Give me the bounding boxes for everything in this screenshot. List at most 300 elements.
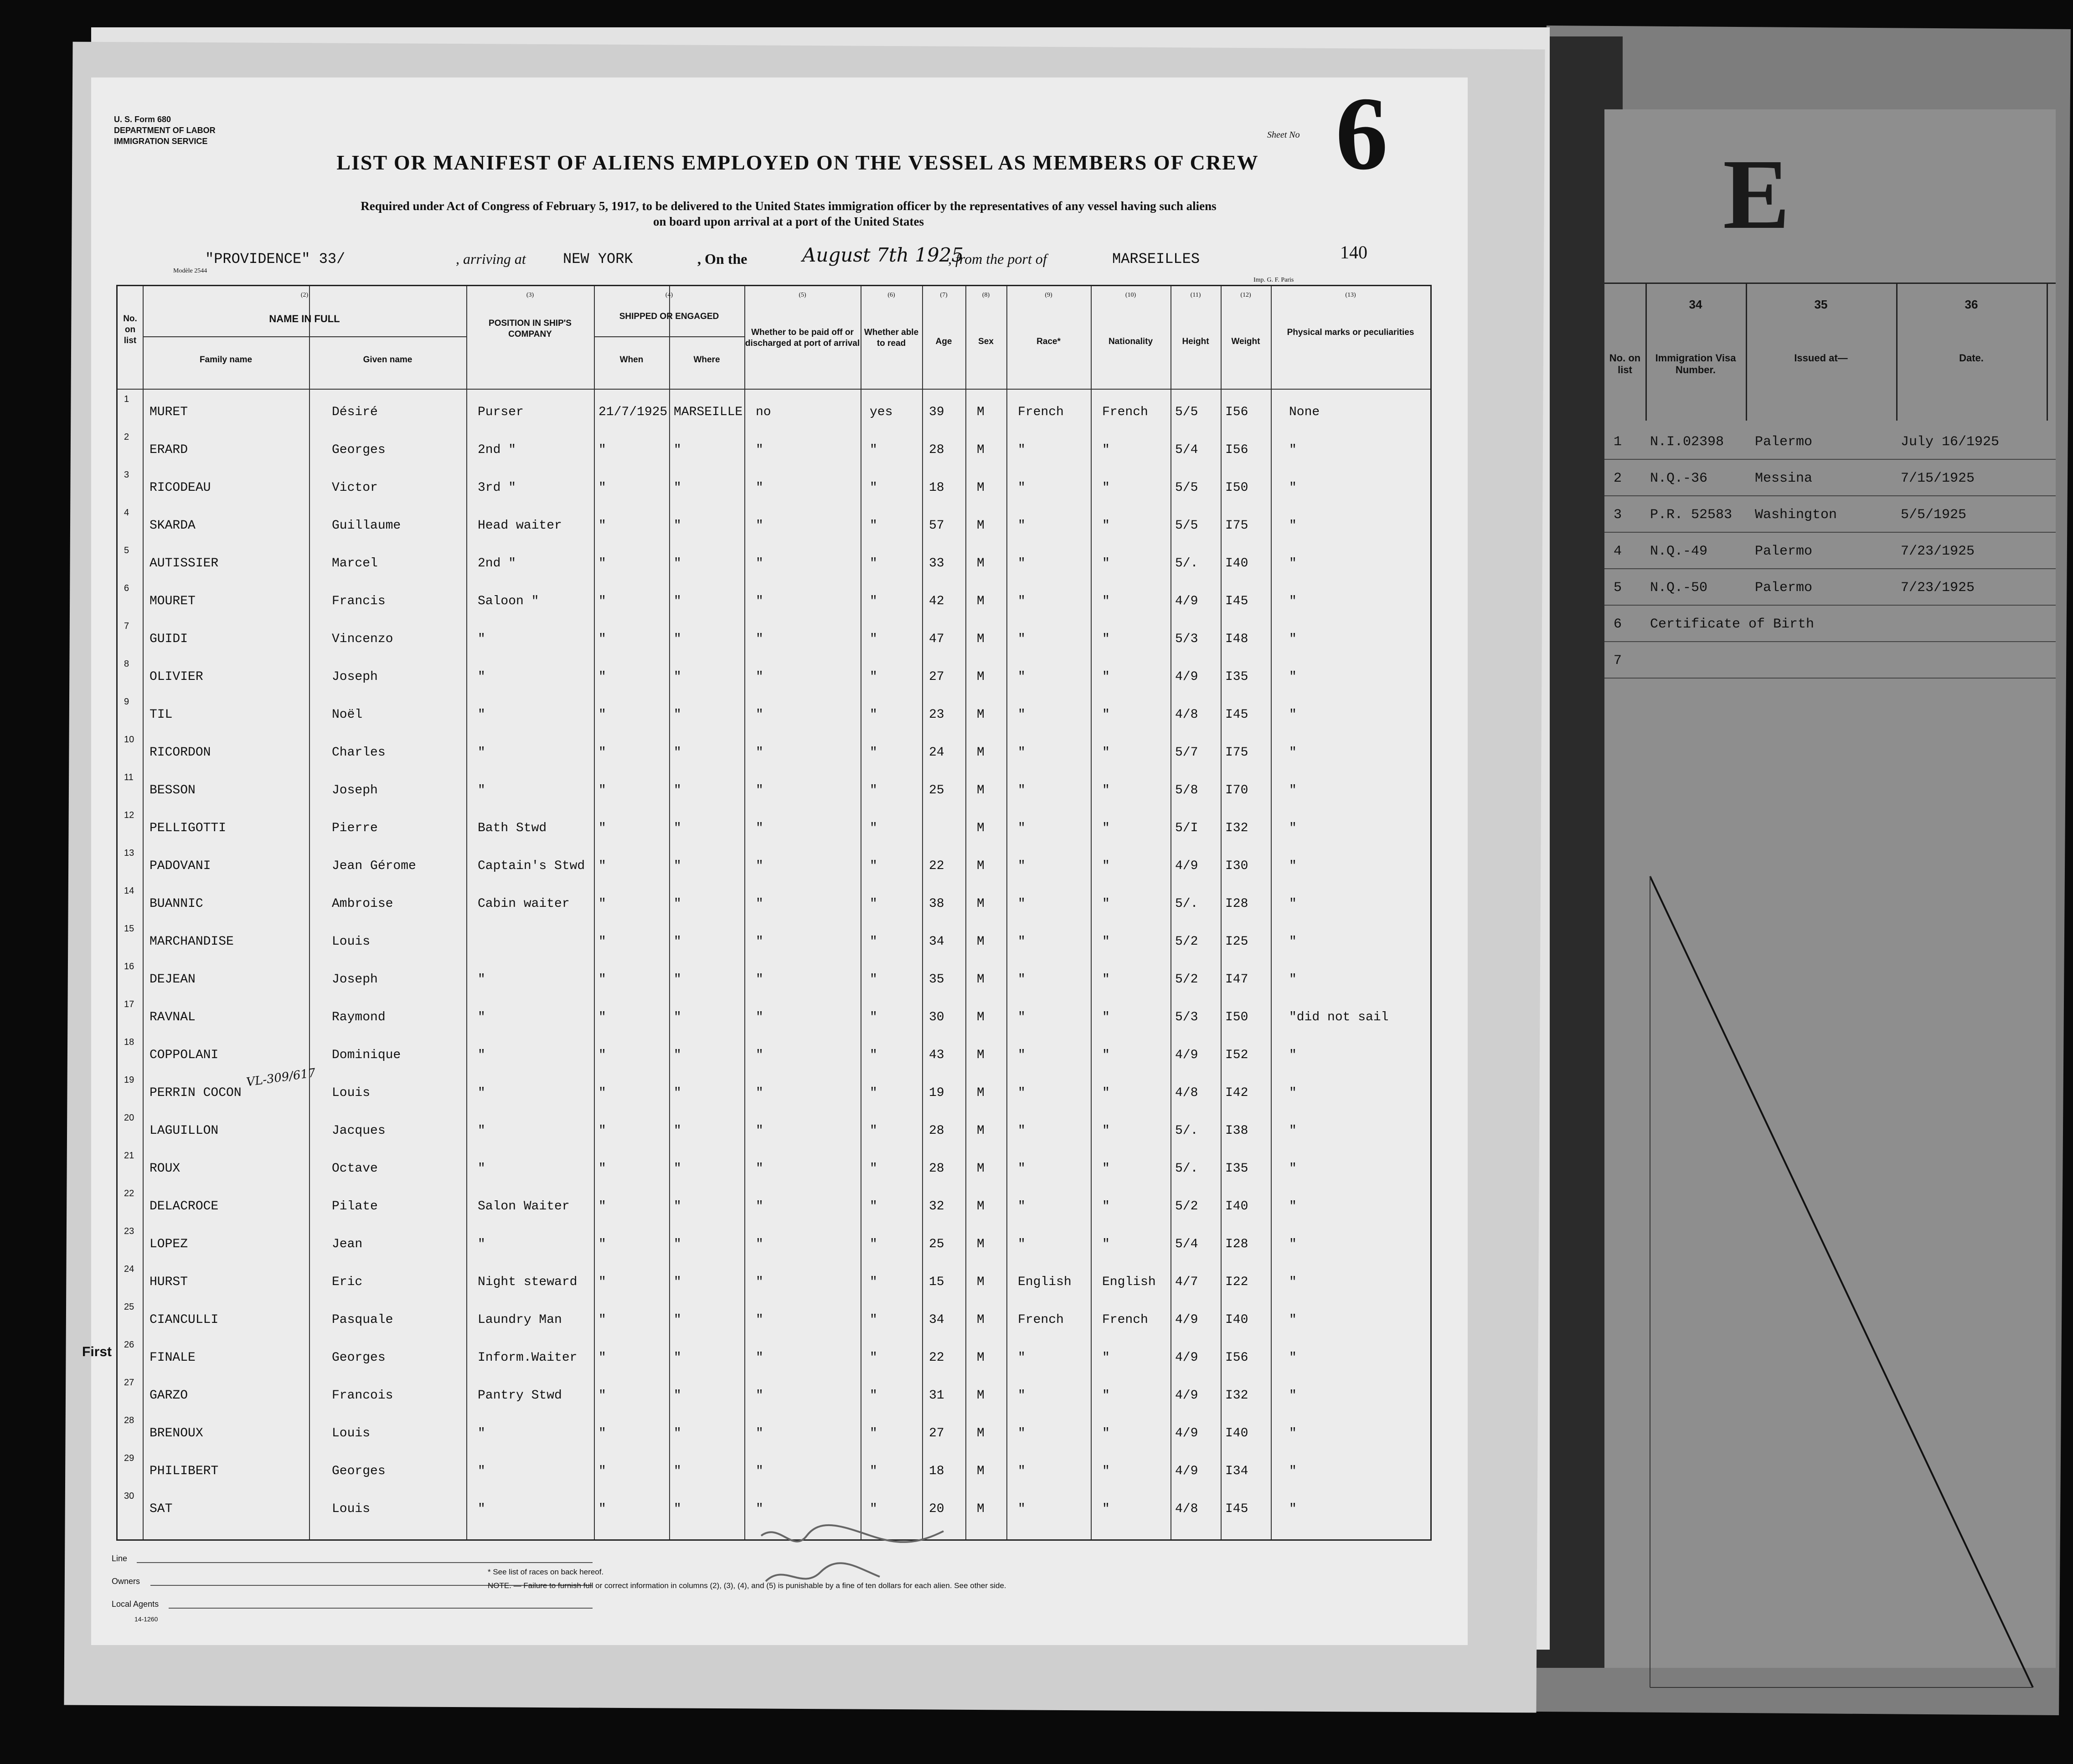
cell-family: GUIDI xyxy=(150,632,188,646)
cell-race: French xyxy=(1018,1313,1064,1327)
right-sheet-row xyxy=(1604,571,2056,606)
cell-where: " xyxy=(674,1464,681,1478)
cell-race: " xyxy=(1018,972,1026,987)
cell-when: " xyxy=(598,1237,606,1251)
cell-race: " xyxy=(1018,519,1026,533)
cell-read: " xyxy=(870,1313,877,1327)
cell-when: " xyxy=(598,972,606,987)
cell-read: " xyxy=(870,859,877,873)
right-cell-visa: N.I.02398 xyxy=(1650,434,1724,450)
table-row xyxy=(118,923,1430,957)
cell-read: " xyxy=(870,897,877,911)
cell-given: Louis xyxy=(332,935,371,949)
header-able-to-read: Whether able to read xyxy=(864,328,919,348)
cell-nat: " xyxy=(1102,632,1110,646)
cell-where: " xyxy=(674,783,681,797)
cell-nat: " xyxy=(1102,897,1110,911)
cell-marks: "did not sail xyxy=(1289,1010,1389,1024)
cell-when: " xyxy=(598,935,606,949)
cell-paid: " xyxy=(756,1502,763,1516)
cell-race: " xyxy=(1018,1086,1026,1100)
cell-family: LOPEZ xyxy=(150,1237,188,1251)
form-subtitle: Required under Act of Congress of February 5, 1917, to be delivered to the United States immigration officer by the representatives of any vessel having such aliens on board upon arrival at a port of the United States xyxy=(361,199,1217,228)
cell-paid: " xyxy=(756,481,763,495)
table-row xyxy=(118,1339,1430,1373)
cell-nat: " xyxy=(1102,746,1110,760)
cell-given: Joseph xyxy=(332,670,378,684)
cell-family: PELLIGOTTI xyxy=(150,821,227,835)
cell-paid: " xyxy=(756,1313,763,1327)
cell-marks: " xyxy=(1289,556,1297,571)
cell-family: BUANNIC xyxy=(150,897,203,911)
cell-family: DEJEAN xyxy=(150,972,196,987)
right-sheet-row xyxy=(1604,535,2056,569)
cell-race: " xyxy=(1018,1351,1026,1365)
cell-read: " xyxy=(870,746,877,760)
right-header-date: 36 Date. xyxy=(1896,284,2048,421)
cell-given: Charles xyxy=(332,746,386,760)
cell-weight: I70 xyxy=(1225,783,1248,797)
signature xyxy=(752,1517,980,1609)
cell-position: " xyxy=(478,1162,485,1176)
row-number: 22 xyxy=(124,1188,134,1198)
cell-position: " xyxy=(478,670,485,684)
cell-family: ERARD xyxy=(150,443,188,457)
row-number: 3 xyxy=(124,470,129,480)
cell-where: " xyxy=(674,897,681,911)
table-row xyxy=(118,658,1430,692)
right-cell-date: 7/23/1925 xyxy=(1901,580,1975,596)
right-cell-no: 4 xyxy=(1614,544,1622,559)
cell-weight: I52 xyxy=(1225,1048,1248,1062)
cell-given: Vincenzo xyxy=(332,632,393,646)
cell-marks: " xyxy=(1289,783,1297,797)
cell-weight: I32 xyxy=(1225,1389,1248,1403)
cell-weight: I32 xyxy=(1225,821,1248,835)
cell-where: " xyxy=(674,519,681,533)
header-when: When xyxy=(619,355,644,365)
cell-family: AUTISSIER xyxy=(150,556,219,571)
cell-paid: " xyxy=(756,935,763,949)
first-annotation: First xyxy=(82,1344,112,1359)
cell-read: " xyxy=(870,1048,877,1062)
table-row xyxy=(118,809,1430,843)
cell-race: " xyxy=(1018,443,1026,457)
cell-age: 25 xyxy=(929,1237,944,1251)
cell-marks: " xyxy=(1289,443,1297,457)
cell-when: " xyxy=(598,708,606,722)
cell-sex: M xyxy=(977,405,985,419)
cell-where: " xyxy=(674,1199,681,1214)
footer-note: NOTE. — Failure to furnish full or correct information in columns (2), (3), (4), and (5) is punishable by a fine of ten dollars for each alien. See other side. xyxy=(488,1581,1006,1590)
cell-marks: " xyxy=(1289,935,1297,949)
cell-weight: I40 xyxy=(1225,1199,1248,1214)
row-number: 24 xyxy=(124,1264,134,1274)
table-row xyxy=(118,507,1430,541)
cell-given: Pierre xyxy=(332,821,378,835)
cell-position: " xyxy=(478,746,485,760)
cell-when: " xyxy=(598,556,606,571)
row-number: 4 xyxy=(124,508,129,518)
cell-marks: " xyxy=(1289,519,1297,533)
table-row xyxy=(118,771,1430,806)
cell-age: 24 xyxy=(929,746,944,760)
cell-race: " xyxy=(1018,1048,1026,1062)
cell-given: Jean Gérome xyxy=(332,859,416,873)
cell-race: " xyxy=(1018,1464,1026,1478)
cell-given: Désiré xyxy=(332,405,378,419)
right-sheet-row xyxy=(1604,498,2056,533)
cell-sex: M xyxy=(977,1048,985,1062)
table-row xyxy=(118,1036,1430,1070)
cell-age: 38 xyxy=(929,897,944,911)
table-row xyxy=(118,696,1430,730)
header-paid-off: Whether to be paid off or discharged at port of arrival xyxy=(745,328,860,348)
cell-weight: I22 xyxy=(1225,1275,1248,1289)
cell-where: " xyxy=(674,556,681,571)
cell-sex: M xyxy=(977,519,985,533)
cell-age: 27 xyxy=(929,670,944,684)
cell-sex: M xyxy=(977,1502,985,1516)
cell-when: " xyxy=(598,481,606,495)
cell-position: " xyxy=(478,1010,485,1024)
cell-nat: " xyxy=(1102,783,1110,797)
cell-when: " xyxy=(598,632,606,646)
cell-position: Captain's Stwd xyxy=(478,859,585,873)
cell-read: " xyxy=(870,1502,877,1516)
cell-race: " xyxy=(1018,670,1026,684)
cell-where: " xyxy=(674,1502,681,1516)
cell-weight: I25 xyxy=(1225,935,1248,949)
footer-owners-label: Owners xyxy=(112,1577,140,1586)
cell-where: " xyxy=(674,1389,681,1403)
manifest-form xyxy=(82,75,1468,1645)
right-header-visa: 34 Immigration Visa Number. xyxy=(1645,284,1747,421)
header-family-name: Family name xyxy=(199,355,253,365)
header-name-in-full: NAME IN FULL xyxy=(269,313,340,324)
cell-race: " xyxy=(1018,821,1026,835)
cell-age: 31 xyxy=(929,1389,944,1403)
right-cell-visa: P.R. 52583 xyxy=(1650,507,1733,523)
cell-height: 5/2 xyxy=(1175,935,1198,949)
cell-paid: " xyxy=(756,632,763,646)
cell-age: 34 xyxy=(929,1313,944,1327)
cell-position: 3rd " xyxy=(478,481,516,495)
cell-given: Georges xyxy=(332,443,386,457)
right-sheet-row xyxy=(1604,462,2056,496)
header-race: Race* xyxy=(1036,337,1061,346)
cell-nat: " xyxy=(1102,670,1110,684)
cell-height: 4/8 xyxy=(1175,1502,1198,1516)
cell-age: 42 xyxy=(929,594,944,608)
cell-where: " xyxy=(674,594,681,608)
right-cell-visa: N.Q.-50 xyxy=(1650,580,1708,596)
cell-where: " xyxy=(674,1010,681,1024)
cell-position: Saloon " xyxy=(478,594,539,608)
cell-paid: no xyxy=(756,405,771,419)
cell-height: 4/9 xyxy=(1175,670,1198,684)
cell-weight: I38 xyxy=(1225,1124,1248,1138)
cell-paid: " xyxy=(756,1010,763,1024)
on-the-label: , On the xyxy=(697,251,748,267)
cell-height: 4/9 xyxy=(1175,859,1198,873)
header-physical-marks: Physical marks or peculiarities xyxy=(1287,328,1414,337)
cell-marks: " xyxy=(1289,897,1297,911)
cell-height: 5/5 xyxy=(1175,405,1198,419)
cell-age: 34 xyxy=(929,935,944,949)
cell-height: 4/9 xyxy=(1175,1389,1198,1403)
cell-height: 5/I xyxy=(1175,821,1198,835)
header-age: Age xyxy=(935,337,952,346)
header-no-on-list: No. on list xyxy=(123,314,137,345)
right-sheet-row xyxy=(1604,607,2056,642)
cell-given: Francis xyxy=(332,594,386,608)
cell-weight: I28 xyxy=(1225,1237,1248,1251)
cell-given: Joseph xyxy=(332,972,378,987)
row-number: 18 xyxy=(124,1037,134,1047)
cell-race: " xyxy=(1018,1426,1026,1440)
cell-age: 28 xyxy=(929,443,944,457)
table-row xyxy=(118,1112,1430,1146)
cell-sex: M xyxy=(977,632,985,646)
right-header-issued: 35 Issued at— xyxy=(1746,284,1898,421)
cell-when: " xyxy=(598,519,606,533)
cell-given: Pasquale xyxy=(332,1313,393,1327)
right-cell-date: July 16/1925 xyxy=(1901,434,2000,450)
crew-manifest-table: (2) (3) (4) (5) (6) (7) (8) (9) (10) (11) (12) (13) No. on list NAME IN FULL Family name Given name POSITION IN SHIP'S COMPANY SHIPPED OR ENGAGED When Where Whether to be paid off or discharged at port of arrival Whether able to read Age Sex Race* Nationality Height Weight Physical marks or peculiarities 1 MURET Désiré Purser 21/7/1925 MARSEILLE no yes 39 M French French 5/5 I56 None 2 ERARD Georges 2nd " " " " " 28 M " " 5/4 I56 " 3 RICODEAU Victor 3rd " " " " " 18 M " " 5/5 I50 " 4 SKARDA Guillaume Head waiter " " " " 57 M " " 5/5 I75 " 5 AUTISSIER Marcel 2nd " " " " " 33 M " " 5/. I40 " 6 MOURET Francis Saloon " " " " " 42 M " " 4/9 I45 " 7 GUIDI Vincenzo " " " " " 47 M " " 5/3 I48 " 8 OLIVIER Joseph " " " " " 27 M " " 4/9 I35 " 9 TIL Noël " " " " " 23 M " " 4/8 I45 " 10 RICORDON Charles " " " " " 24 M " " 5/7 I75 " 11 BESSON Joseph " " " " " 25 M " " 5/8 I70 " 12 PELLIGOTTI Pierre Bath Stwd " " " " M " " 5/I I32 " 13 PADOVANI Jean Gérome Captain's Stwd " " " " 22 M " " 4/9 I30 " 14 BUANNIC Ambroise Cabin waiter " " " " 38 M " " 5/. I28 " 15 MARCHANDISE Louis " " " " 34 M " " 5/2 I25 " 16 DEJEAN Joseph " " " " " 35 M " " 5/2 I47 " 17 RAVNAL Raymond " " " " " 30 M " " 5/3 I50 "did not sail 18 COPPOLANI Dominique " " " " " 43 M " " 4/9 I52 " 19 PERRIN COCON Louis " " " " " 19 M " " 4/8 I42 " 20 LAGUILLON Jacques " " " " " 28 M " " 5/. I38 " 21 ROUX Octave " " " " " 28 M " " 5/. I35 " 22 DELACROCE Pilate Salon Waiter " " " " 32 M " " 5/2 I40 " 23 LOPEZ Jean " " " " " 25 M " " 5/4 I28 " 24 HURST Eric Night steward " " " " 15 M English English 4/7 I22 " 25 CIANCULLI Pasquale Laundry Man " " " " 34 M French French 4/9 I40 " 26 FINALE Georges Inform.Waiter " " " " 22 M " " 4/9 I56 " 27 GARZO Francois Pantry Stwd " " " " 31 M " " 4/9 I32 " 28 BRENOUX Louis " " " " " 27 M " " 4/9 I40 " 29 PHILIBERT Georges " " " " " 18 M " " 4/9 I34 " 30 SAT Louis " " " " " 20 M " " 4/8 I45 " xyxy=(116,285,1432,1541)
cell-marks: " xyxy=(1289,594,1297,608)
cell-nat: " xyxy=(1102,594,1110,608)
cell-family: RICORDON xyxy=(150,746,211,760)
table-row xyxy=(118,1263,1430,1297)
cell-given: Louis xyxy=(332,1426,371,1440)
cell-marks: " xyxy=(1289,821,1297,835)
cell-nat: " xyxy=(1102,972,1110,987)
cell-position: Night steward xyxy=(478,1275,578,1289)
cell-when: " xyxy=(598,1502,606,1516)
table-row xyxy=(118,1414,1430,1449)
footer-form-code: 14-1260 xyxy=(134,1615,158,1623)
cell-nat: " xyxy=(1102,519,1110,533)
cell-paid: " xyxy=(756,708,763,722)
header-nationality: Nationality xyxy=(1108,337,1153,346)
cell-position: Inform.Waiter xyxy=(478,1351,578,1365)
cell-given: Ambroise xyxy=(332,897,393,911)
cell-position: Bath Stwd xyxy=(478,821,547,835)
cell-race: " xyxy=(1018,935,1026,949)
cell-marks: " xyxy=(1289,859,1297,873)
cell-weight: I75 xyxy=(1225,519,1248,533)
cell-weight: I47 xyxy=(1225,972,1248,987)
cell-height: 5/4 xyxy=(1175,443,1198,457)
cell-marks: " xyxy=(1289,1124,1297,1138)
cell-nat: French xyxy=(1102,405,1148,419)
cell-weight: I35 xyxy=(1225,1162,1248,1176)
cell-position: " xyxy=(478,1464,485,1478)
cell-weight: I50 xyxy=(1225,1010,1248,1024)
cell-height: 5/8 xyxy=(1175,783,1198,797)
cell-weight: I45 xyxy=(1225,1502,1248,1516)
cell-race: " xyxy=(1018,708,1026,722)
cell-when: " xyxy=(598,859,606,873)
cell-given: Louis xyxy=(332,1086,371,1100)
right-cell-date: 5/5/1925 xyxy=(1901,507,1967,523)
cell-nat: " xyxy=(1102,1124,1110,1138)
cell-family: MARCHANDISE xyxy=(150,935,234,949)
cell-where: " xyxy=(674,670,681,684)
cell-race: " xyxy=(1018,1237,1026,1251)
cell-sex: M xyxy=(977,594,985,608)
cell-position: 2nd " xyxy=(478,443,516,457)
right-cell-no: 7 xyxy=(1614,653,1622,669)
right-cell-visa: N.Q.-49 xyxy=(1650,544,1708,559)
footer-race-note: * See list of races on back hereof. xyxy=(488,1568,604,1576)
right-cell-no: 2 xyxy=(1614,471,1622,486)
cell-read: " xyxy=(870,1426,877,1440)
cell-position: " xyxy=(478,1502,485,1516)
cell-paid: " xyxy=(756,1237,763,1251)
cell-given: Victor xyxy=(332,481,378,495)
cell-marks: " xyxy=(1289,481,1297,495)
cell-read: yes xyxy=(870,405,893,419)
cell-sex: M xyxy=(977,1351,985,1365)
cell-age: 43 xyxy=(929,1048,944,1062)
cell-sex: M xyxy=(977,1275,985,1289)
row-number: 14 xyxy=(124,886,134,896)
cell-age: 23 xyxy=(929,708,944,722)
cell-nat: " xyxy=(1102,935,1110,949)
cell-read: " xyxy=(870,632,877,646)
cell-sex: M xyxy=(977,783,985,797)
row-number: 15 xyxy=(124,924,134,934)
cell-where: " xyxy=(674,1426,681,1440)
cell-weight: I75 xyxy=(1225,746,1248,760)
right-cell-issued: Messina xyxy=(1755,471,1813,486)
cell-given: Joseph xyxy=(332,783,378,797)
cell-marks: " xyxy=(1289,1086,1297,1100)
cell-marks: " xyxy=(1289,746,1297,760)
cell-marks: " xyxy=(1289,670,1297,684)
cell-given: Marcel xyxy=(332,556,378,571)
right-sheet-row xyxy=(1604,425,2056,460)
cell-paid: " xyxy=(756,443,763,457)
cell-given: Guillaume xyxy=(332,519,401,533)
cell-given: Eric xyxy=(332,1275,363,1289)
right-sheet-row xyxy=(1604,644,2056,679)
table-row xyxy=(118,998,1430,1033)
arrival-port: NEW YORK xyxy=(563,251,633,267)
cell-age: 28 xyxy=(929,1162,944,1176)
cell-height: 4/9 xyxy=(1175,1426,1198,1440)
cell-family: BESSON xyxy=(150,783,196,797)
cell-nat: " xyxy=(1102,1426,1110,1440)
cell-read: " xyxy=(870,1351,877,1365)
cell-age: 32 xyxy=(929,1199,944,1214)
cell-race: " xyxy=(1018,481,1026,495)
cell-marks: " xyxy=(1289,1313,1297,1327)
table-row xyxy=(118,1452,1430,1486)
cell-where: " xyxy=(674,1162,681,1176)
cell-race: English xyxy=(1018,1275,1072,1289)
cell-age: 22 xyxy=(929,1351,944,1365)
cell-weight: I42 xyxy=(1225,1086,1248,1100)
cell-nat: " xyxy=(1102,556,1110,571)
cell-race: " xyxy=(1018,746,1026,760)
cell-paid: " xyxy=(756,519,763,533)
cell-family: HURST xyxy=(150,1275,188,1289)
right-sheet-letter: E xyxy=(1723,139,1790,250)
cell-race: " xyxy=(1018,1010,1026,1024)
header-where: Where xyxy=(693,355,720,365)
cell-sex: M xyxy=(977,897,985,911)
cell-race: " xyxy=(1018,1124,1026,1138)
cell-sex: M xyxy=(977,1010,985,1024)
header-weight: Weight xyxy=(1231,337,1260,346)
cell-given: Jacques xyxy=(332,1124,386,1138)
cell-position: " xyxy=(478,972,485,987)
cell-height: 4/9 xyxy=(1175,1351,1198,1365)
row-number: 29 xyxy=(124,1453,134,1463)
cell-nat: " xyxy=(1102,1464,1110,1478)
cell-position: " xyxy=(478,1237,485,1251)
row-number: 28 xyxy=(124,1415,134,1425)
table-row xyxy=(118,1377,1430,1411)
cell-sex: M xyxy=(977,1464,985,1478)
cell-paid: " xyxy=(756,556,763,571)
cell-paid: " xyxy=(756,1124,763,1138)
cell-sex: M xyxy=(977,1162,985,1176)
cell-where: " xyxy=(674,481,681,495)
cell-when: " xyxy=(598,1426,606,1440)
cell-age: 18 xyxy=(929,1464,944,1478)
cell-sex: M xyxy=(977,670,985,684)
row-number: 30 xyxy=(124,1491,134,1501)
row-number: 26 xyxy=(124,1340,134,1350)
cell-family: MURET xyxy=(150,405,188,419)
right-cell-issued: Washington xyxy=(1755,507,1837,523)
cell-race: " xyxy=(1018,594,1026,608)
cell-when: " xyxy=(598,783,606,797)
cell-paid: " xyxy=(756,1086,763,1100)
printer-label: Imp. G. F. Paris xyxy=(1253,277,1294,283)
cell-family: SAT xyxy=(150,1502,173,1516)
cell-race: " xyxy=(1018,1162,1026,1176)
cell-read: " xyxy=(870,935,877,949)
form-header-block: U. S. Form 680 DEPARTMENT OF LABOR IMMIGRATION SERVICE xyxy=(114,115,216,146)
cell-family: FINALE xyxy=(150,1351,196,1365)
cell-when: " xyxy=(598,594,606,608)
cell-when: " xyxy=(598,1162,606,1176)
cell-marks: " xyxy=(1289,1162,1297,1176)
cell-sex: M xyxy=(977,935,985,949)
cell-sex: M xyxy=(977,1124,985,1138)
cell-position: " xyxy=(478,1124,485,1138)
cell-height: 5/4 xyxy=(1175,1237,1198,1251)
cell-paid: " xyxy=(756,746,763,760)
cell-nat: " xyxy=(1102,1389,1110,1403)
cell-height: 4/9 xyxy=(1175,594,1198,608)
cell-where: " xyxy=(674,1124,681,1138)
cell-when: " xyxy=(598,746,606,760)
cell-when: " xyxy=(598,670,606,684)
row-number: 20 xyxy=(124,1113,134,1123)
cell-weight: I28 xyxy=(1225,897,1248,911)
right-cell-no: 5 xyxy=(1614,580,1622,596)
cell-weight: I30 xyxy=(1225,859,1248,873)
right-cell-no: 3 xyxy=(1614,507,1622,523)
cell-marks: " xyxy=(1289,1464,1297,1478)
cell-age: 25 xyxy=(929,783,944,797)
